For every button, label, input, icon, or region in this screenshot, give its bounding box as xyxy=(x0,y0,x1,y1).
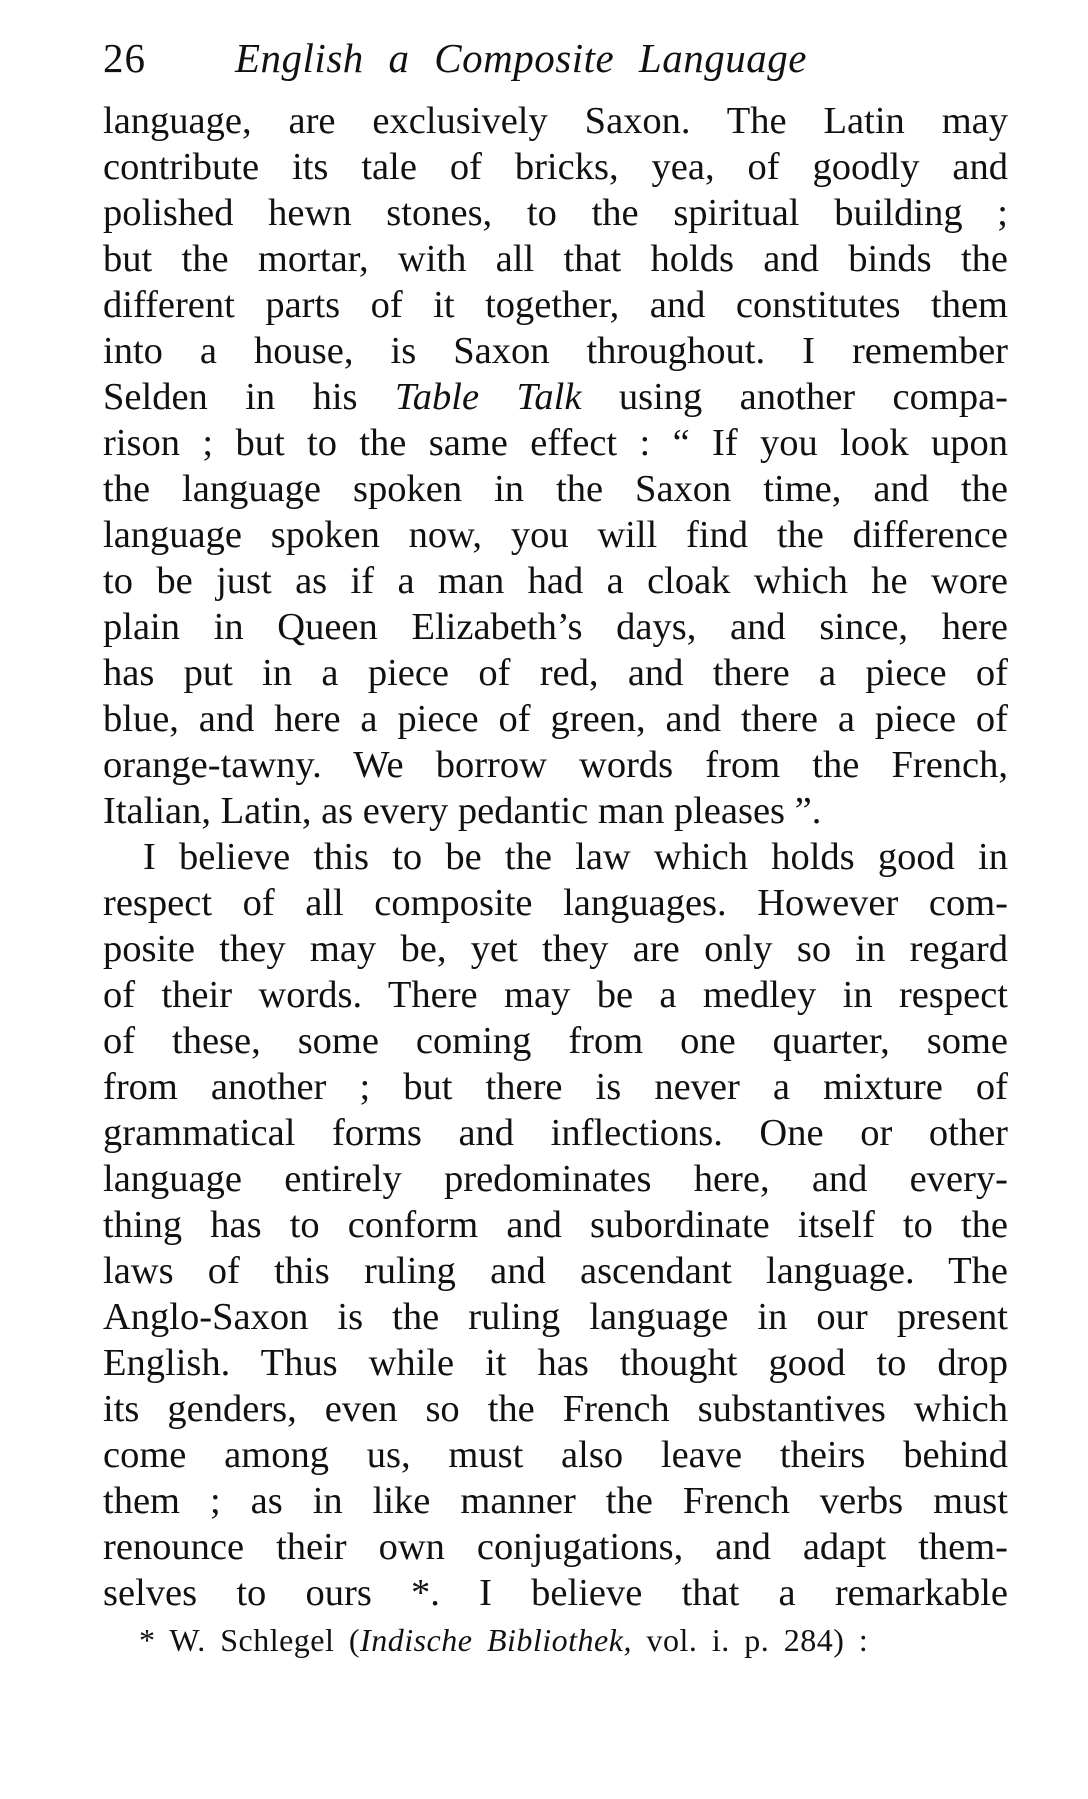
paragraph-2 xyxy=(103,834,1008,1616)
text-line: renounce their own conjugations, and adapt them- xyxy=(103,1526,1008,1568)
text-line: come among us, must also leave theirs behind xyxy=(103,1434,1008,1476)
text-line: has put in a piece of red, and there a piece of xyxy=(103,652,1008,694)
text-line: its genders, even so the French substantives which xyxy=(103,1388,1008,1430)
text-line: polished hewn stones, to the spiritual building ; xyxy=(103,192,1008,234)
footnote-italic-title: Indische Bibliothek, xyxy=(360,1622,632,1658)
text-line: language spoken now, you will find the difference xyxy=(103,514,1008,556)
footnote-text: vol. i. p. 284) : xyxy=(631,1622,869,1658)
paragraph-1 xyxy=(103,98,1008,834)
text-line: thing has to conform and subordinate itself to the xyxy=(103,1204,1008,1246)
text-line: respect of all composite languages. However com- xyxy=(103,882,1008,924)
text-segment: Selden in his xyxy=(103,376,395,418)
text-line xyxy=(103,374,1008,420)
text-line: Italian, Latin, as every pedantic man pleases ”. xyxy=(103,790,822,832)
body-text xyxy=(103,98,1008,1662)
page-number: 26 xyxy=(103,35,146,81)
text-line: Anglo-Saxon is the ruling language in our present xyxy=(103,1296,1008,1338)
text-line: blue, and here a piece of green, and there a piece of xyxy=(103,698,1008,740)
text-line: I believe this to be the law which holds good in xyxy=(143,836,1008,878)
book-page xyxy=(103,28,1008,1662)
book-title-italic: Table Talk xyxy=(394,376,582,418)
text-line: different parts of it together, and constitutes them xyxy=(103,284,1008,326)
footnote xyxy=(103,1618,1008,1662)
page-header xyxy=(103,28,1008,88)
text-line: of these, some coming from one quarter, some xyxy=(103,1020,1008,1062)
text-segment: using another compa- xyxy=(581,376,1008,418)
text-line: into a house, is Saxon throughout. I remember xyxy=(103,330,1008,372)
text-line: plain in Queen Elizabeth’s days, and since, here xyxy=(103,606,1008,648)
text-line: selves to ours *. I believe that a remarkable xyxy=(103,1572,1008,1614)
text-line: them ; as in like manner the French verbs must xyxy=(103,1480,1008,1522)
text-line: of their words. There may be a medley in respect xyxy=(103,974,1008,1016)
text-line: orange-tawny. We borrow words from the French, xyxy=(103,744,1008,786)
text-line: posite they may be, yet they are only so in regard xyxy=(103,928,1008,970)
running-title: English a Composite Language xyxy=(235,35,807,81)
text-line: language entirely predominates here, and every- xyxy=(103,1158,1008,1200)
text-line: grammatical forms and inflections. One or other xyxy=(103,1112,1008,1154)
text-line: laws of this ruling and ascendant language. The xyxy=(103,1250,1008,1292)
text-line: rison ; but to the same effect : “ If you look upon xyxy=(103,422,1008,464)
text-line: but the mortar, with all that holds and binds the xyxy=(103,238,1008,280)
text-line: language, are exclusively Saxon. The Latin may xyxy=(103,100,1008,142)
text-line: contribute its tale of bricks, yea, of goodly and xyxy=(103,146,1008,188)
text-line: from another ; but there is never a mixture of xyxy=(103,1066,1008,1108)
text-line: English. Thus while it has thought good to drop xyxy=(103,1342,1008,1384)
text-line: to be just as if a man had a cloak which he wore xyxy=(103,560,1008,602)
text-line: the language spoken in the Saxon time, and the xyxy=(103,468,1008,510)
footnote-text: * W. Schlegel ( xyxy=(139,1622,361,1658)
